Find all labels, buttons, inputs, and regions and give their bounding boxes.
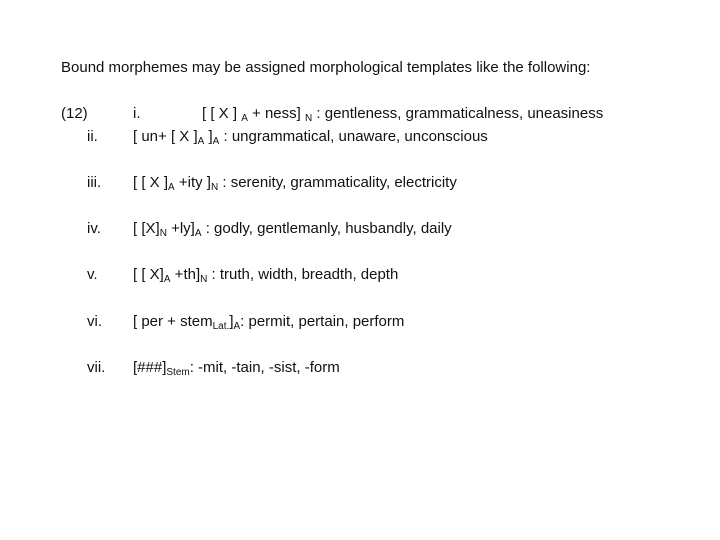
item-template-iv: [ $[X]_N +ly]_A$ : godly, gentlemanly, husbandly, daily: [133, 220, 452, 239]
item-label-i: i.: [133, 105, 141, 122]
item-label-vii: vii.: [87, 359, 106, 376]
item-label-iv: iv.: [87, 220, 101, 237]
item-label-v: v.: [87, 266, 98, 283]
item-template-i: [ [ X ] $_A$ + ness] $_N$ : gentleness, grammaticalness, uneasiness: [202, 105, 604, 124]
item-template-vi: [ per + $stem_{Lat.}]_A$: permit, pertain, perform: [133, 313, 405, 332]
item-template-v: [ [ $X]_A +th]_N$ : truth, width, breadth, depth: [133, 266, 399, 285]
example-number: (12): [61, 105, 88, 122]
item-label-ii: ii.: [87, 128, 98, 145]
item-template-vii: $[\#\#\#]_{Stem}$: -mit, -tain, -sist, -form: [133, 359, 340, 378]
intro-text: Bound morphemes may be assigned morphological templates like the following:: [61, 59, 591, 76]
item-label-vi: vi.: [87, 313, 102, 330]
item-template-ii: [ un+ [ X ]$_A$ ]$_A$ : ungrammatical, unaware, unconscious: [133, 128, 488, 147]
item-label-iii: iii.: [87, 174, 102, 191]
item-template-iii: [ [ X ]$_A +ity$ ]$_N$ : serenity, grammaticality, electricity: [133, 174, 457, 193]
